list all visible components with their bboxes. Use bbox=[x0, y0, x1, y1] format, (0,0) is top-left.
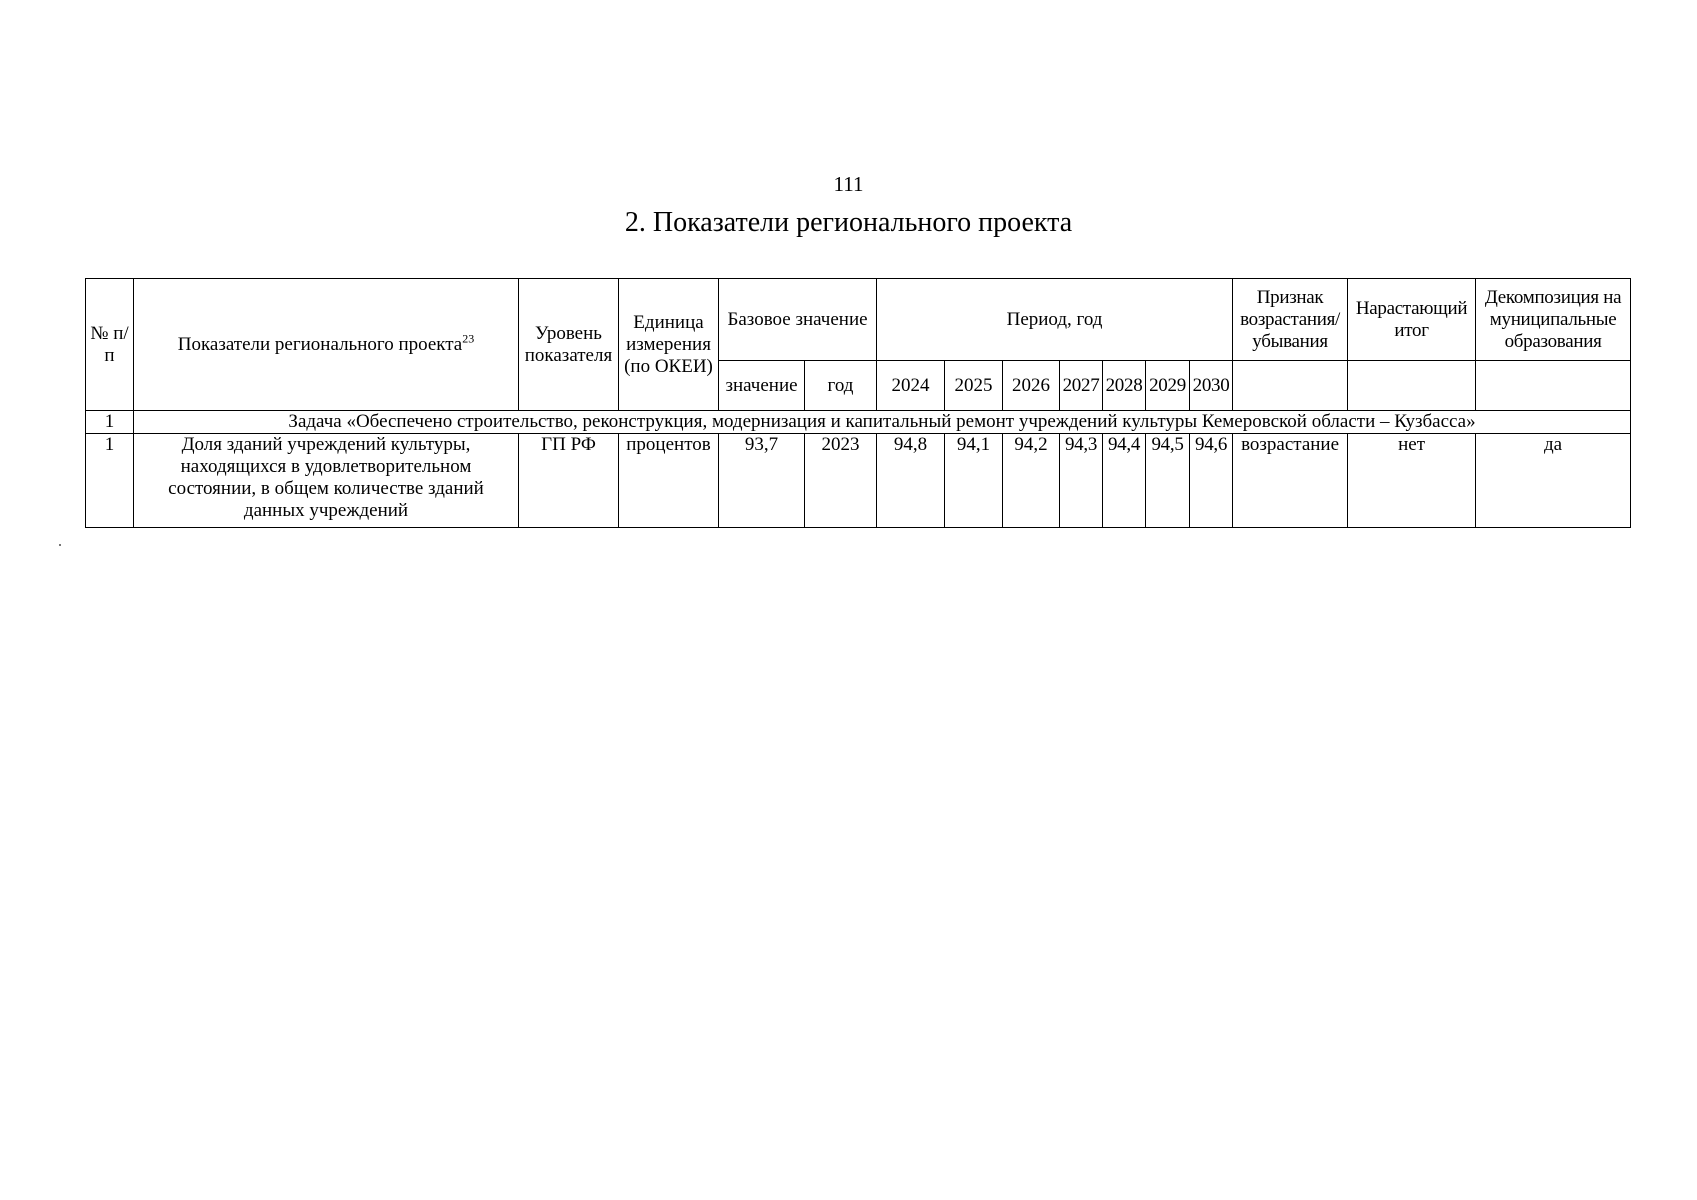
row-base-year: 2023 bbox=[805, 434, 877, 528]
header-decomposition: Декомпозиция на муниципальные образования bbox=[1476, 279, 1631, 361]
page-number: 111 bbox=[833, 172, 864, 196]
header-year-2030: 2030 bbox=[1190, 361, 1233, 411]
table-row bbox=[86, 434, 1631, 528]
header-indicator-label: Показатели регионального проекта bbox=[177, 333, 463, 355]
task-num: 1 bbox=[86, 411, 134, 434]
row-num: 1 bbox=[86, 434, 134, 528]
row-value-2024: 94,8 bbox=[877, 434, 945, 528]
row-level: ГП РФ bbox=[519, 434, 619, 528]
row-decomposition: да bbox=[1476, 434, 1631, 528]
header-base-value: значение bbox=[719, 361, 805, 411]
row-value-2027: 94,3 bbox=[1060, 434, 1103, 528]
row-indicator: Доля зданий учреждений культуры, находящихся в удовлетворительном состоянии, в общем количестве зданий данных учреждений bbox=[134, 434, 519, 528]
header-year-2028: 2028 bbox=[1103, 361, 1146, 411]
header-year-2026: 2026 bbox=[1003, 361, 1060, 411]
header-base-year: год bbox=[805, 361, 877, 411]
header-base: Базовое значение bbox=[719, 279, 877, 361]
row-value-2025: 94,1 bbox=[945, 434, 1003, 528]
header-num: № п/п bbox=[86, 279, 134, 411]
header-decomposition-empty bbox=[1476, 361, 1631, 411]
row-value-2030: 94,6 bbox=[1190, 434, 1233, 528]
row-base-value: 93,7 bbox=[719, 434, 805, 528]
header-level: Уровень показателя bbox=[519, 279, 619, 411]
row-cumulative: нет bbox=[1348, 434, 1476, 528]
row-sign: возрастание bbox=[1233, 434, 1348, 528]
task-text: Задача «Обеспечено строительство, реконструкция, модернизация и капитальный ремонт учреждений культуры Кемеровской области – Кузбасса» bbox=[134, 411, 1631, 434]
header-year-2024: 2024 bbox=[877, 361, 945, 411]
header-unit: Единица измерения (по ОКЕИ) bbox=[619, 279, 719, 411]
row-value-2026: 94,2 bbox=[1003, 434, 1060, 528]
task-row bbox=[86, 411, 1631, 434]
header-indicator bbox=[134, 279, 519, 411]
row-value-2029: 94,5 bbox=[1146, 434, 1190, 528]
header-sign-empty bbox=[1233, 361, 1348, 411]
header-row-top bbox=[86, 279, 1631, 361]
footnote-ref: 23 bbox=[462, 331, 475, 346]
page-title: 2. Показатели регионального проекта bbox=[624, 207, 1073, 238]
scan-speck bbox=[59, 544, 61, 546]
header-cumulative-empty bbox=[1348, 361, 1476, 411]
header-period: Период, год bbox=[877, 279, 1233, 361]
indicators-table bbox=[85, 278, 1631, 528]
row-unit: процентов bbox=[619, 434, 719, 528]
header-sign: Признак возрастания/ убывания bbox=[1233, 279, 1348, 361]
row-value-2028: 94,4 bbox=[1103, 434, 1146, 528]
header-year-2029: 2029 bbox=[1146, 361, 1190, 411]
header-year-2027: 2027 bbox=[1060, 361, 1103, 411]
header-cumulative: Нарастающий итог bbox=[1348, 279, 1476, 361]
header-year-2025: 2025 bbox=[945, 361, 1003, 411]
